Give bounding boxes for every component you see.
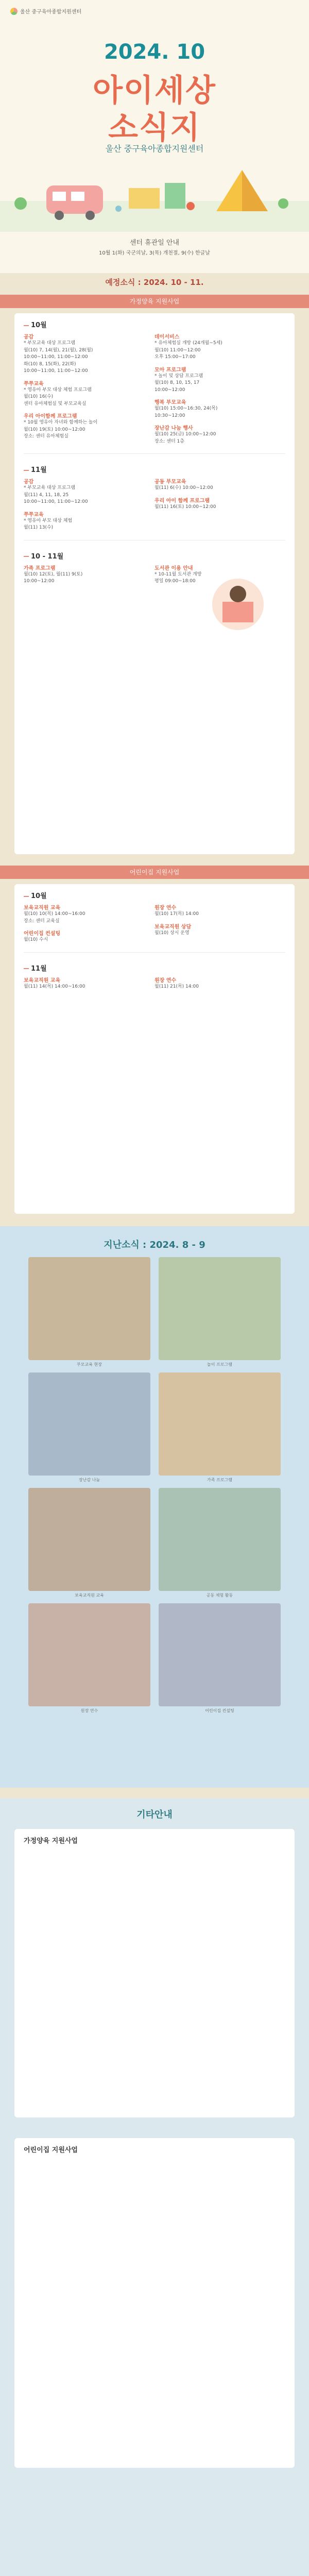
program-item (154, 496, 280, 511)
program-detail: 10:00~11:00, 11:00~12:00 (24, 368, 88, 374)
nov-label: 11월 (14, 458, 295, 477)
program-detail: 월(10) 11:00~12:00 (154, 347, 201, 353)
photo-card (159, 1603, 281, 1714)
logo-text: 울산 중구육아종합지원센터 (20, 9, 82, 15)
program-name: 행복 부모교육 (154, 400, 186, 405)
childcare-panel (14, 884, 295, 1214)
program-name: 공동 부모교육 (154, 479, 186, 485)
oct-label: 10월 (14, 313, 295, 332)
photo-image (159, 1488, 281, 1591)
program-item (154, 332, 280, 361)
info-panel-1-title: 가정양육 지원사업 (24, 1837, 78, 1845)
nov-right-col (154, 477, 285, 536)
program-detail: 월(10) 16(수) (24, 394, 54, 399)
closed-days-title: 센터 휴관일 안내 (129, 239, 180, 247)
program-item (24, 379, 149, 408)
program-detail: 월(10) 상시 운영 (154, 930, 190, 936)
program-item (24, 412, 149, 440)
oct-right-col (154, 332, 285, 449)
program-name: 쭈쭈교육 (24, 512, 44, 518)
program-name: 보육교직원 교육 (24, 905, 61, 911)
program-name: 데이서비스 (154, 334, 180, 340)
title-line-1: 아이세상 (93, 73, 216, 109)
octnov-left-col (24, 564, 154, 589)
program-item (24, 929, 149, 944)
program-detail: 월(10) 17(목) 14:00 (154, 911, 199, 917)
center-logo[interactable] (10, 7, 81, 15)
program-detail: * 영유아 부모 대상 체험 (24, 518, 73, 523)
program-name: 보육교직원 교육 (24, 977, 61, 984)
program-detail: 월(10) 8, 10, 15, 17 (154, 380, 200, 385)
c-nov-right-col (154, 976, 285, 995)
program-detail: 장소: 센터 1층 (154, 438, 184, 444)
other-info-section (0, 1798, 309, 2576)
program-name: 우리 아이함께 프로그램 (24, 414, 77, 419)
home-care-panel (14, 313, 295, 854)
program-detail: 월(11) 14(목) 14:00~16:00 (24, 984, 85, 989)
program-item (24, 564, 149, 585)
closed-days-text: 10월 1(화) 국군의날, 3(목) 개천절, 9(수) 한글날 (99, 250, 210, 256)
c-oct-label: 10월 (14, 884, 295, 903)
program-item (154, 976, 280, 991)
program-detail: * 10월 영유아 자녀와 함께하는 놀이 (24, 420, 98, 425)
program-detail: 10:00~12:00 (24, 579, 55, 584)
photo-caption: 원장 연수 (80, 1708, 98, 1713)
c-oct-right-col (154, 903, 285, 948)
other-info-title: 기타안내 (136, 1809, 173, 1820)
program-item (24, 510, 149, 532)
program-item (24, 477, 149, 506)
photo-caption: 부모교육 현장 (77, 1362, 102, 1367)
photo-image (159, 1257, 281, 1360)
program-detail: 월(10) 수시 (24, 937, 48, 942)
program-detail: * 놀이 및 상담 프로그램 (154, 373, 203, 379)
subtitle: 울산 중구육아종합지원센터 (105, 144, 204, 154)
photo-card (28, 1372, 150, 1483)
program-detail: 월(10) 25(금) 10:00~12:00 (154, 432, 216, 437)
program-detail: 월(10) 7, 14(월), 21(월), 28(월) (24, 347, 93, 353)
photo-grid (28, 1257, 281, 1714)
childcare-band: 어린이집 지원사업 (0, 866, 309, 879)
photo-image (28, 1257, 150, 1360)
photo-image (159, 1372, 281, 1476)
program-detail: 장소: 센터 유아체험실 (24, 434, 69, 439)
photo-card (28, 1603, 150, 1714)
program-detail: 월(11) 21(목) 14:00 (154, 984, 199, 989)
program-detail: * 영유아 부모 대상 체험 프로그램 (24, 387, 92, 393)
info-panel-2 (14, 2138, 295, 2468)
photo-image (28, 1488, 150, 1591)
title-line-2: 소식지 (108, 110, 201, 146)
program-name: 우리 아이 함께 프로그램 (154, 498, 210, 504)
program-item (154, 398, 280, 419)
program-detail: 월(11) 16(토) 10:00~12:00 (154, 504, 216, 510)
notice-title: 예정소식 : 2024. 10 - 11. (0, 274, 309, 291)
photo-caption: 장난감 나눔 (78, 1478, 100, 1482)
photo-caption: 공동 체험 활동 (206, 1593, 233, 1598)
photo-card (159, 1372, 281, 1483)
photo-card (28, 1257, 150, 1367)
program-item (154, 423, 280, 445)
program-detail: * 부모교육 대상 프로그램 (24, 341, 76, 346)
newsletter-header (0, 0, 309, 273)
program-detail: 화(10) 8, 15(화), 22(화) (24, 361, 76, 367)
program-detail: 장소: 센터 교육실 (24, 918, 60, 924)
program-detail: 월(10) 19(토) 10:00~12:00 (24, 427, 85, 432)
program-item (24, 903, 149, 925)
program-detail: 10:30~12:00 (154, 413, 185, 418)
octnov-label: 10 - 11월 (14, 545, 295, 564)
program-item (24, 332, 149, 375)
photo-caption: 가족 프로그램 (207, 1478, 232, 1482)
c-nov-label: 11월 (14, 957, 295, 976)
c-nov-left-col (24, 976, 154, 995)
program-item (154, 477, 280, 492)
program-name: 원장 연수 (154, 905, 177, 911)
nov-columns (14, 477, 295, 536)
program-detail: 10:00~11:00, 11:00~12:00 (24, 499, 88, 504)
info-panel-2-title: 어린이집 지원사업 (24, 2146, 78, 2154)
photo-card (28, 1488, 150, 1598)
program-detail: 월(10) 15:00~16:30, 24(목) (154, 406, 218, 411)
header-illustration (0, 155, 309, 232)
program-name: 공감 (24, 479, 34, 485)
nov-left-col (24, 477, 154, 536)
program-detail: 월(10) 10(목) 14:00~16:00 (24, 911, 85, 917)
program-detail: 월(11) 4, 11, 18, 25 (24, 492, 69, 498)
reading-illustration (202, 571, 274, 633)
program-name: 원장 연수 (154, 977, 177, 984)
photo-caption: 어린이집 컨설팅 (205, 1708, 234, 1713)
photo-caption: 보육교직원 교육 (75, 1593, 104, 1598)
c-nov-columns (14, 976, 295, 995)
past-news-title: 지난소식 : 2024. 8 - 9 (104, 1240, 205, 1250)
program-name: 쭈쭈교육 (24, 381, 44, 387)
program-item (154, 903, 280, 918)
photo-image (28, 1603, 150, 1706)
program-detail: 오후 15:00~17:00 (154, 354, 196, 360)
program-detail: 10:00~12:00 (154, 387, 185, 393)
photo-image (28, 1372, 150, 1476)
program-name: 장난감 나눔 행사 (154, 426, 193, 431)
program-item (24, 976, 149, 991)
issue-year: 2024. 10 (104, 40, 205, 64)
home-care-band: 가정양육 지원사업 (0, 295, 309, 308)
program-detail: * 유아체험실 개방 (24개월~5세) (154, 341, 222, 346)
program-detail: 월(11) 13(수) (24, 525, 54, 530)
program-item (154, 365, 280, 394)
program-item (154, 922, 280, 937)
logo-icon (10, 8, 18, 15)
info-panel-1 (14, 1829, 295, 2117)
program-detail: 평일 09:00~18:00 (154, 579, 196, 584)
oct-columns (14, 332, 295, 449)
program-detail: 10:00~11:00, 11:00~12:00 (24, 354, 88, 360)
program-detail: 월(10) 12(토), 월(11) 9(토) (24, 571, 83, 577)
photo-card (159, 1488, 281, 1598)
program-name: 보육교직원 상담 (154, 924, 192, 930)
program-detail: 월(11) 6(수) 10:00~12:00 (154, 485, 213, 490)
program-detail: * 10-11월 도서관 개방 (154, 571, 202, 577)
c-oct-columns (14, 903, 295, 948)
program-name: 모아 프로그램 (154, 367, 186, 373)
photo-card (159, 1257, 281, 1367)
program-name: 가족 프로그램 (24, 565, 56, 571)
c-oct-left-col (24, 903, 154, 948)
program-name: 도서관 이용 안내 (154, 565, 193, 571)
program-detail: 센터 유아체험실 및 부모교육실 (24, 401, 87, 406)
program-name: 어린이집 컨설팅 (24, 931, 61, 937)
photo-caption: 놀이 프로그램 (207, 1362, 232, 1367)
program-detail: * 부모교육 대상 프로그램 (24, 485, 76, 490)
photo-image (159, 1603, 281, 1706)
oct-left-col (24, 332, 154, 449)
program-name: 공감 (24, 334, 34, 340)
